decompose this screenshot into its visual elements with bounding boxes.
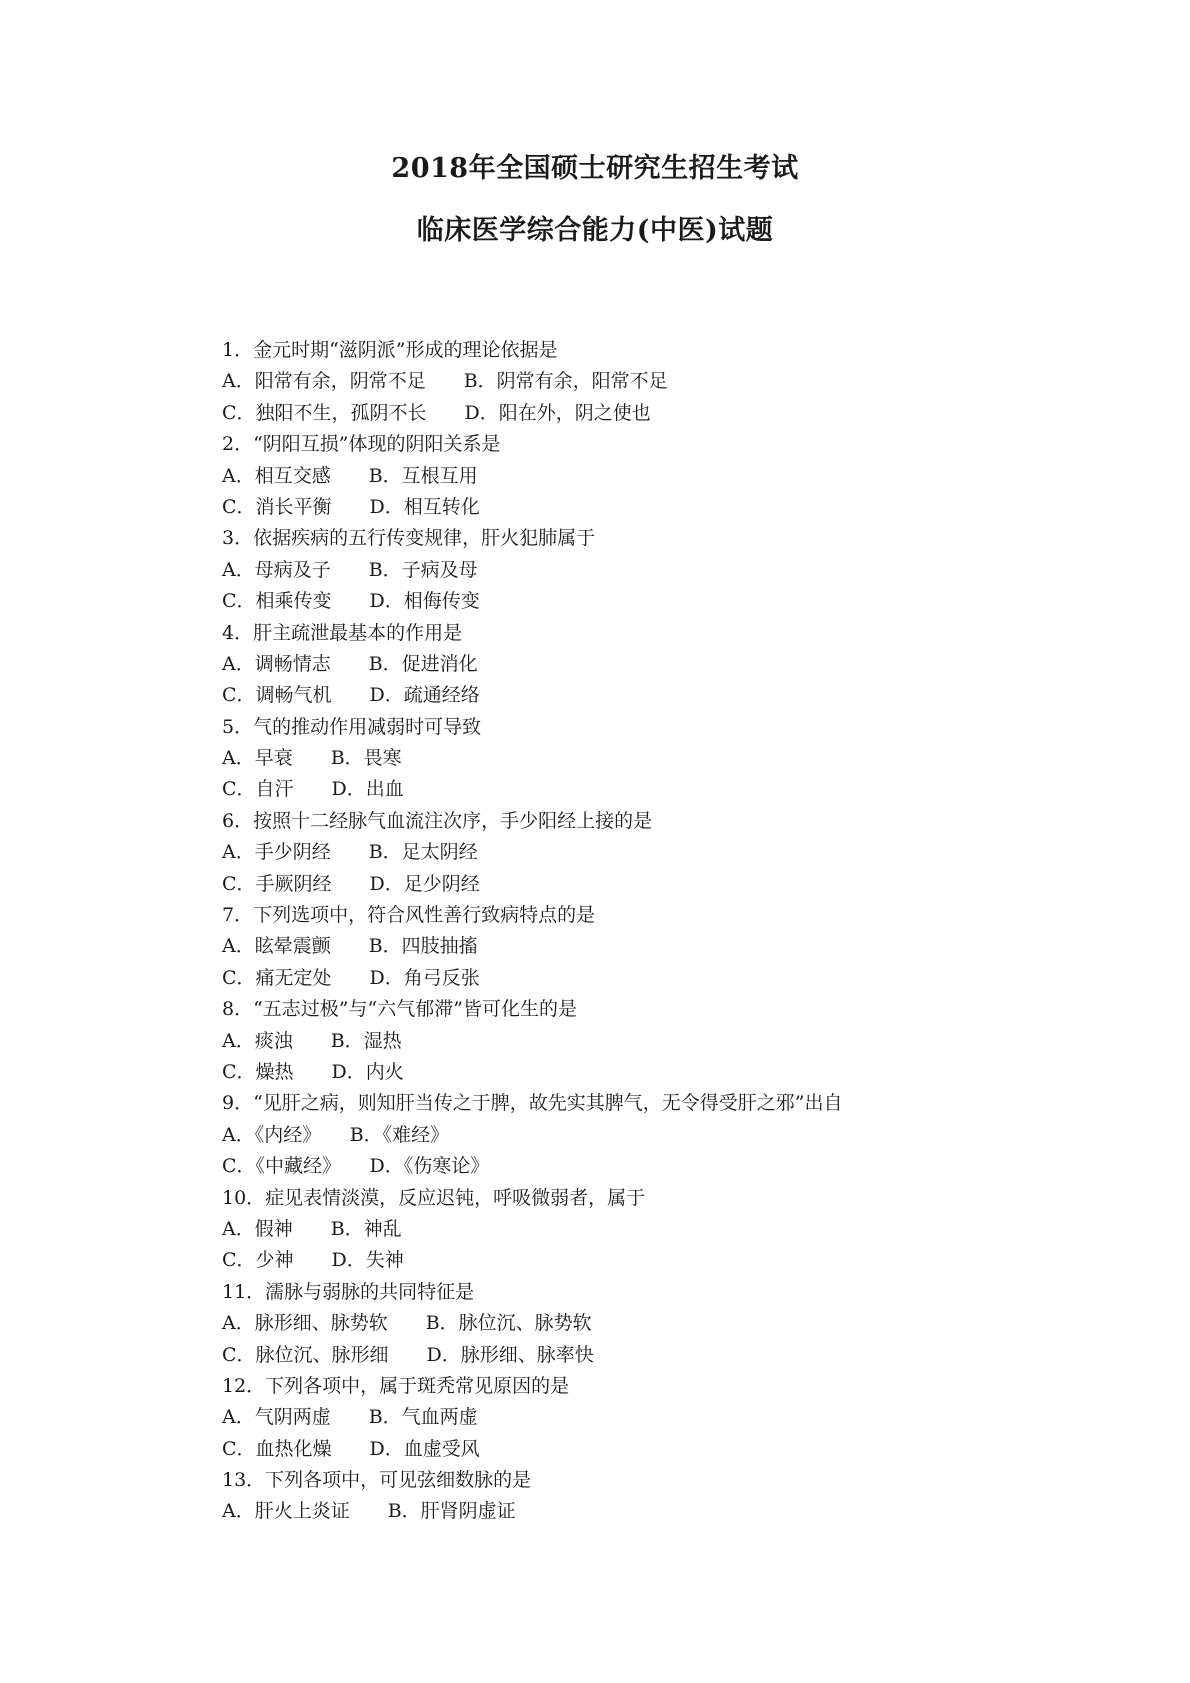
answer-options-line: C．血热化燥 D．血虚受风 (222, 1437, 480, 1460)
question-stem: 10．症见表情淡漠，反应迟钝，呼吸微弱者，属于 (222, 1186, 646, 1209)
answer-options-line: C．自汗 D．出血 (222, 778, 404, 801)
document-header (0, 150, 1190, 250)
question-stem: 6．按照十二经脉气血流注次序，手少阳经上接的是 (222, 809, 653, 832)
answer-options-line: A．眩晕震颤 B．四肢抽搐 (222, 935, 478, 958)
answer-options-line: C．消长平衡 D．相互转化 (222, 495, 480, 518)
question-stem: 1．金元时期“滋阴派”形成的理论依据是 (222, 339, 558, 361)
question-stem: 4．肝主疏泄最基本的作用是 (222, 621, 463, 644)
question-stem: 12．下列各项中，属于斑秃常见原因的是 (222, 1374, 570, 1397)
answer-options-line: C．调畅气机 D．疏通经络 (222, 684, 480, 707)
document-title: 2018年全国硕士研究生招生考试 (391, 153, 799, 184)
question-list (222, 335, 1122, 1528)
question-stem: 5．气的推动作用减弱时可导致 (222, 715, 482, 738)
answer-options-line: C．《中藏经》 D．《伤寒论》 (222, 1155, 490, 1178)
document-subtitle: 临床医学综合能力(中医)试题 (416, 215, 774, 246)
question-stem: 2．“阴阳互损”体现的阴阳关系是 (222, 433, 501, 456)
answer-options-line: A．阳常有余，阴常不足 B．阴常有余，阳常不足 (222, 370, 668, 393)
answer-options-line: C．痛无定处 D．角弓反张 (222, 966, 480, 989)
answer-options-line: A．手少阴经 B．足太阴经 (222, 841, 478, 864)
question-stem: 7．下列选项中，符合风性善行致病特点的是 (222, 904, 596, 927)
answer-options-line: A．肝火上炎证 B．肝肾阴虚证 (222, 1500, 516, 1523)
question-stem: 8．“五志过极”与“六气郁滞”皆可化生的是 (222, 998, 577, 1021)
answer-options-line: A．相互交感 B．互根互用 (222, 464, 478, 487)
answer-options-line: C．燥热 D．内火 (222, 1060, 404, 1083)
answer-options-line: A．气阴两虚 B．气血两虚 (222, 1406, 478, 1429)
answer-options-line: A．调畅情志 B．促进消化 (222, 652, 478, 675)
answer-options-line: C．脉位沉、脉形细 D．脉形细、脉率快 (222, 1343, 594, 1366)
answer-options-line: C．少神 D．失神 (222, 1249, 404, 1272)
question-stem: 9．“见肝之病，则知肝当传之于脾，故先实其脾气，无令得受肝之邪”出自 (222, 1092, 843, 1115)
question-stem: 11．濡脉与弱脉的共同特征是 (222, 1280, 475, 1303)
question-stem: 3．依据疾病的五行传变规律，肝火犯肺属于 (222, 527, 596, 550)
answer-options-line: A．母病及子 B．子病及母 (222, 558, 478, 581)
answer-options-line: A．假神 B．神乱 (222, 1217, 402, 1240)
answer-options-line: C．相乘传变 D．相侮传变 (222, 590, 480, 613)
answer-options-line: C．手厥阴经 D．足少阴经 (222, 872, 480, 895)
answer-options-line: C．独阳不生，孤阴不长 D．阳在外，阴之使也 (222, 401, 651, 424)
answer-options-line: A．脉形细、脉势软 B．脉位沉、脉势软 (222, 1312, 592, 1335)
answer-options-line: A．早衰 B．畏寒 (222, 747, 402, 770)
question-stem: 13．下列各项中，可见弦细数脉的是 (222, 1469, 532, 1492)
answer-options-line: A．《内经》 B．《难经》 (222, 1123, 450, 1146)
answer-options-line: A．痰浊 B．湿热 (222, 1029, 402, 1052)
